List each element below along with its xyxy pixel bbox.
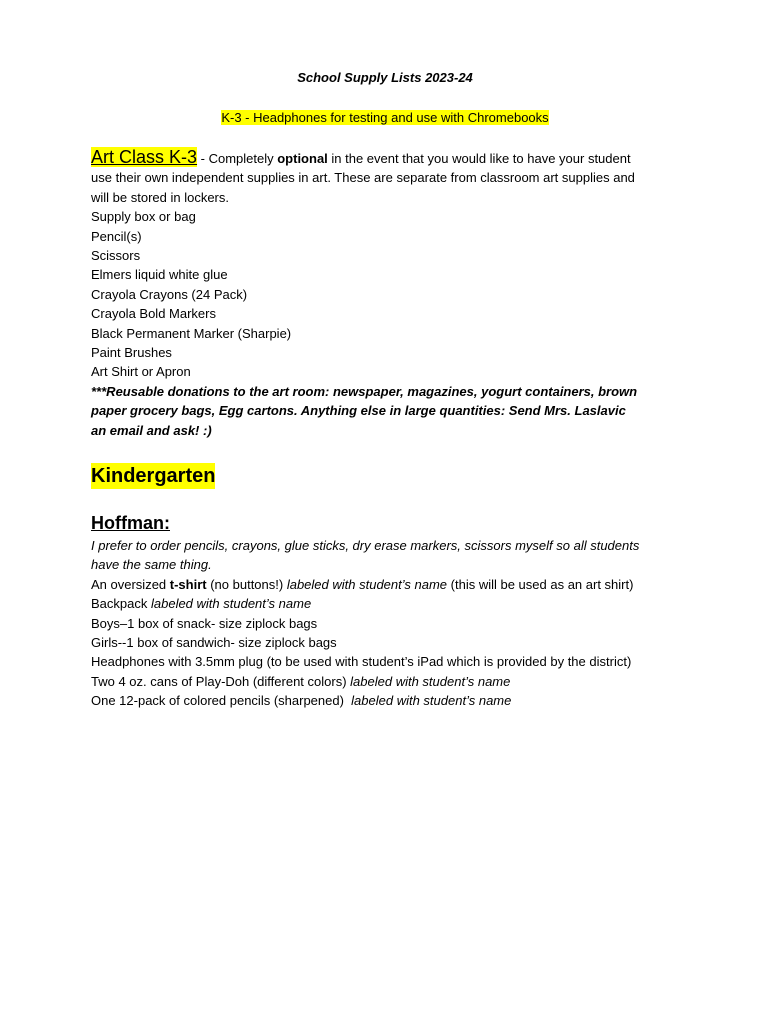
art-intro-optional: optional (277, 151, 328, 166)
tshirt-bold: t-shirt (169, 576, 207, 592)
kindergarten-heading: Kindergarten (91, 465, 216, 487)
art-intro-dash: - Completely (197, 151, 278, 166)
playdoh-label-note: labeled with student’s name (350, 673, 511, 689)
headphones-note (0, 110, 770, 126)
hoffman-colored-pencils-item (91, 691, 711, 710)
hoffman-playdoh-item (91, 672, 711, 691)
art-intro-rest: in the event that you would like to have your student (327, 151, 631, 166)
art-supply-item: Crayola Bold Markers (91, 306, 216, 322)
tshirt-mid: (no buttons!) (206, 576, 287, 592)
backpack-pre: Backpack (91, 596, 151, 612)
pencils-pre: One 12-pack of colored pencils (sharpened) (91, 693, 352, 709)
art-supply-item: Elmers liquid white glue (91, 267, 228, 283)
art-supply-item: Supply box or bag (91, 209, 196, 225)
hoffman-girls-item: Girls--1 box of sandwich- size ziplock bags (91, 635, 337, 651)
art-supply-item: Paint Brushes (91, 345, 172, 361)
hoffman-preference-line-2: have the same thing. (91, 557, 212, 573)
tshirt-post: (this will be used as an art shirt) (447, 576, 634, 592)
playdoh-pre: Two 4 oz. cans of Play-Doh (different colors) (91, 673, 351, 689)
art-class-section (91, 148, 691, 440)
document-title: School Supply Lists 2023-24 (297, 70, 473, 85)
art-intro-line-2: use their own independent supplies in art. These are separate from classroom art supplies and (91, 170, 635, 186)
hoffman-headphones-item: Headphones with 3.5mm plug (to be used with student’s iPad which is provided by the district) (91, 654, 632, 670)
tshirt-pre: An oversized (91, 576, 170, 592)
hoffman-preference-line-1: I prefer to order pencils, crayons, glue sticks, dry erase markers, scissors myself so all students (91, 538, 640, 553)
art-donations-line-1: ***Reusable donations to the art room: newspaper, magazines, yogurt containers, brown (91, 383, 638, 399)
tshirt-label-note: labeled with student’s name (286, 576, 448, 592)
hoffman-backpack-item (91, 594, 711, 613)
hoffman-tshirt-item (91, 575, 711, 594)
hoffman-section (91, 512, 711, 711)
art-class-heading: Art Class K-3 (91, 147, 198, 167)
art-supply-item: Crayola Crayons (24 Pack) (91, 286, 248, 302)
art-supply-item: Art Shirt or Apron (91, 364, 191, 380)
headphones-note-text: K-3 - Headphones for testing and use with Chromebooks (221, 110, 549, 125)
art-intro-line-1 (91, 148, 691, 168)
art-supply-item: Black Permanent Marker (Sharpie) (91, 325, 292, 341)
hoffman-boys-item: Boys–1 box of snack- size ziplock bags (91, 615, 318, 631)
art-donations-line-2: paper grocery bags, Egg cartons. Anything else in large quantities: Send Mrs. Laslavic (91, 403, 626, 419)
art-supply-item: Scissors (91, 248, 141, 264)
backpack-label-note: labeled with student’s name (150, 596, 312, 612)
hoffman-heading: Hoffman: (91, 513, 170, 533)
art-donations-line-3: an email and ask! :) (91, 422, 212, 438)
art-supply-item: Pencil(s) (91, 228, 142, 244)
pencils-label-note: labeled with student’s name (351, 693, 512, 709)
art-intro-line-3: will be stored in lockers. (91, 189, 229, 205)
